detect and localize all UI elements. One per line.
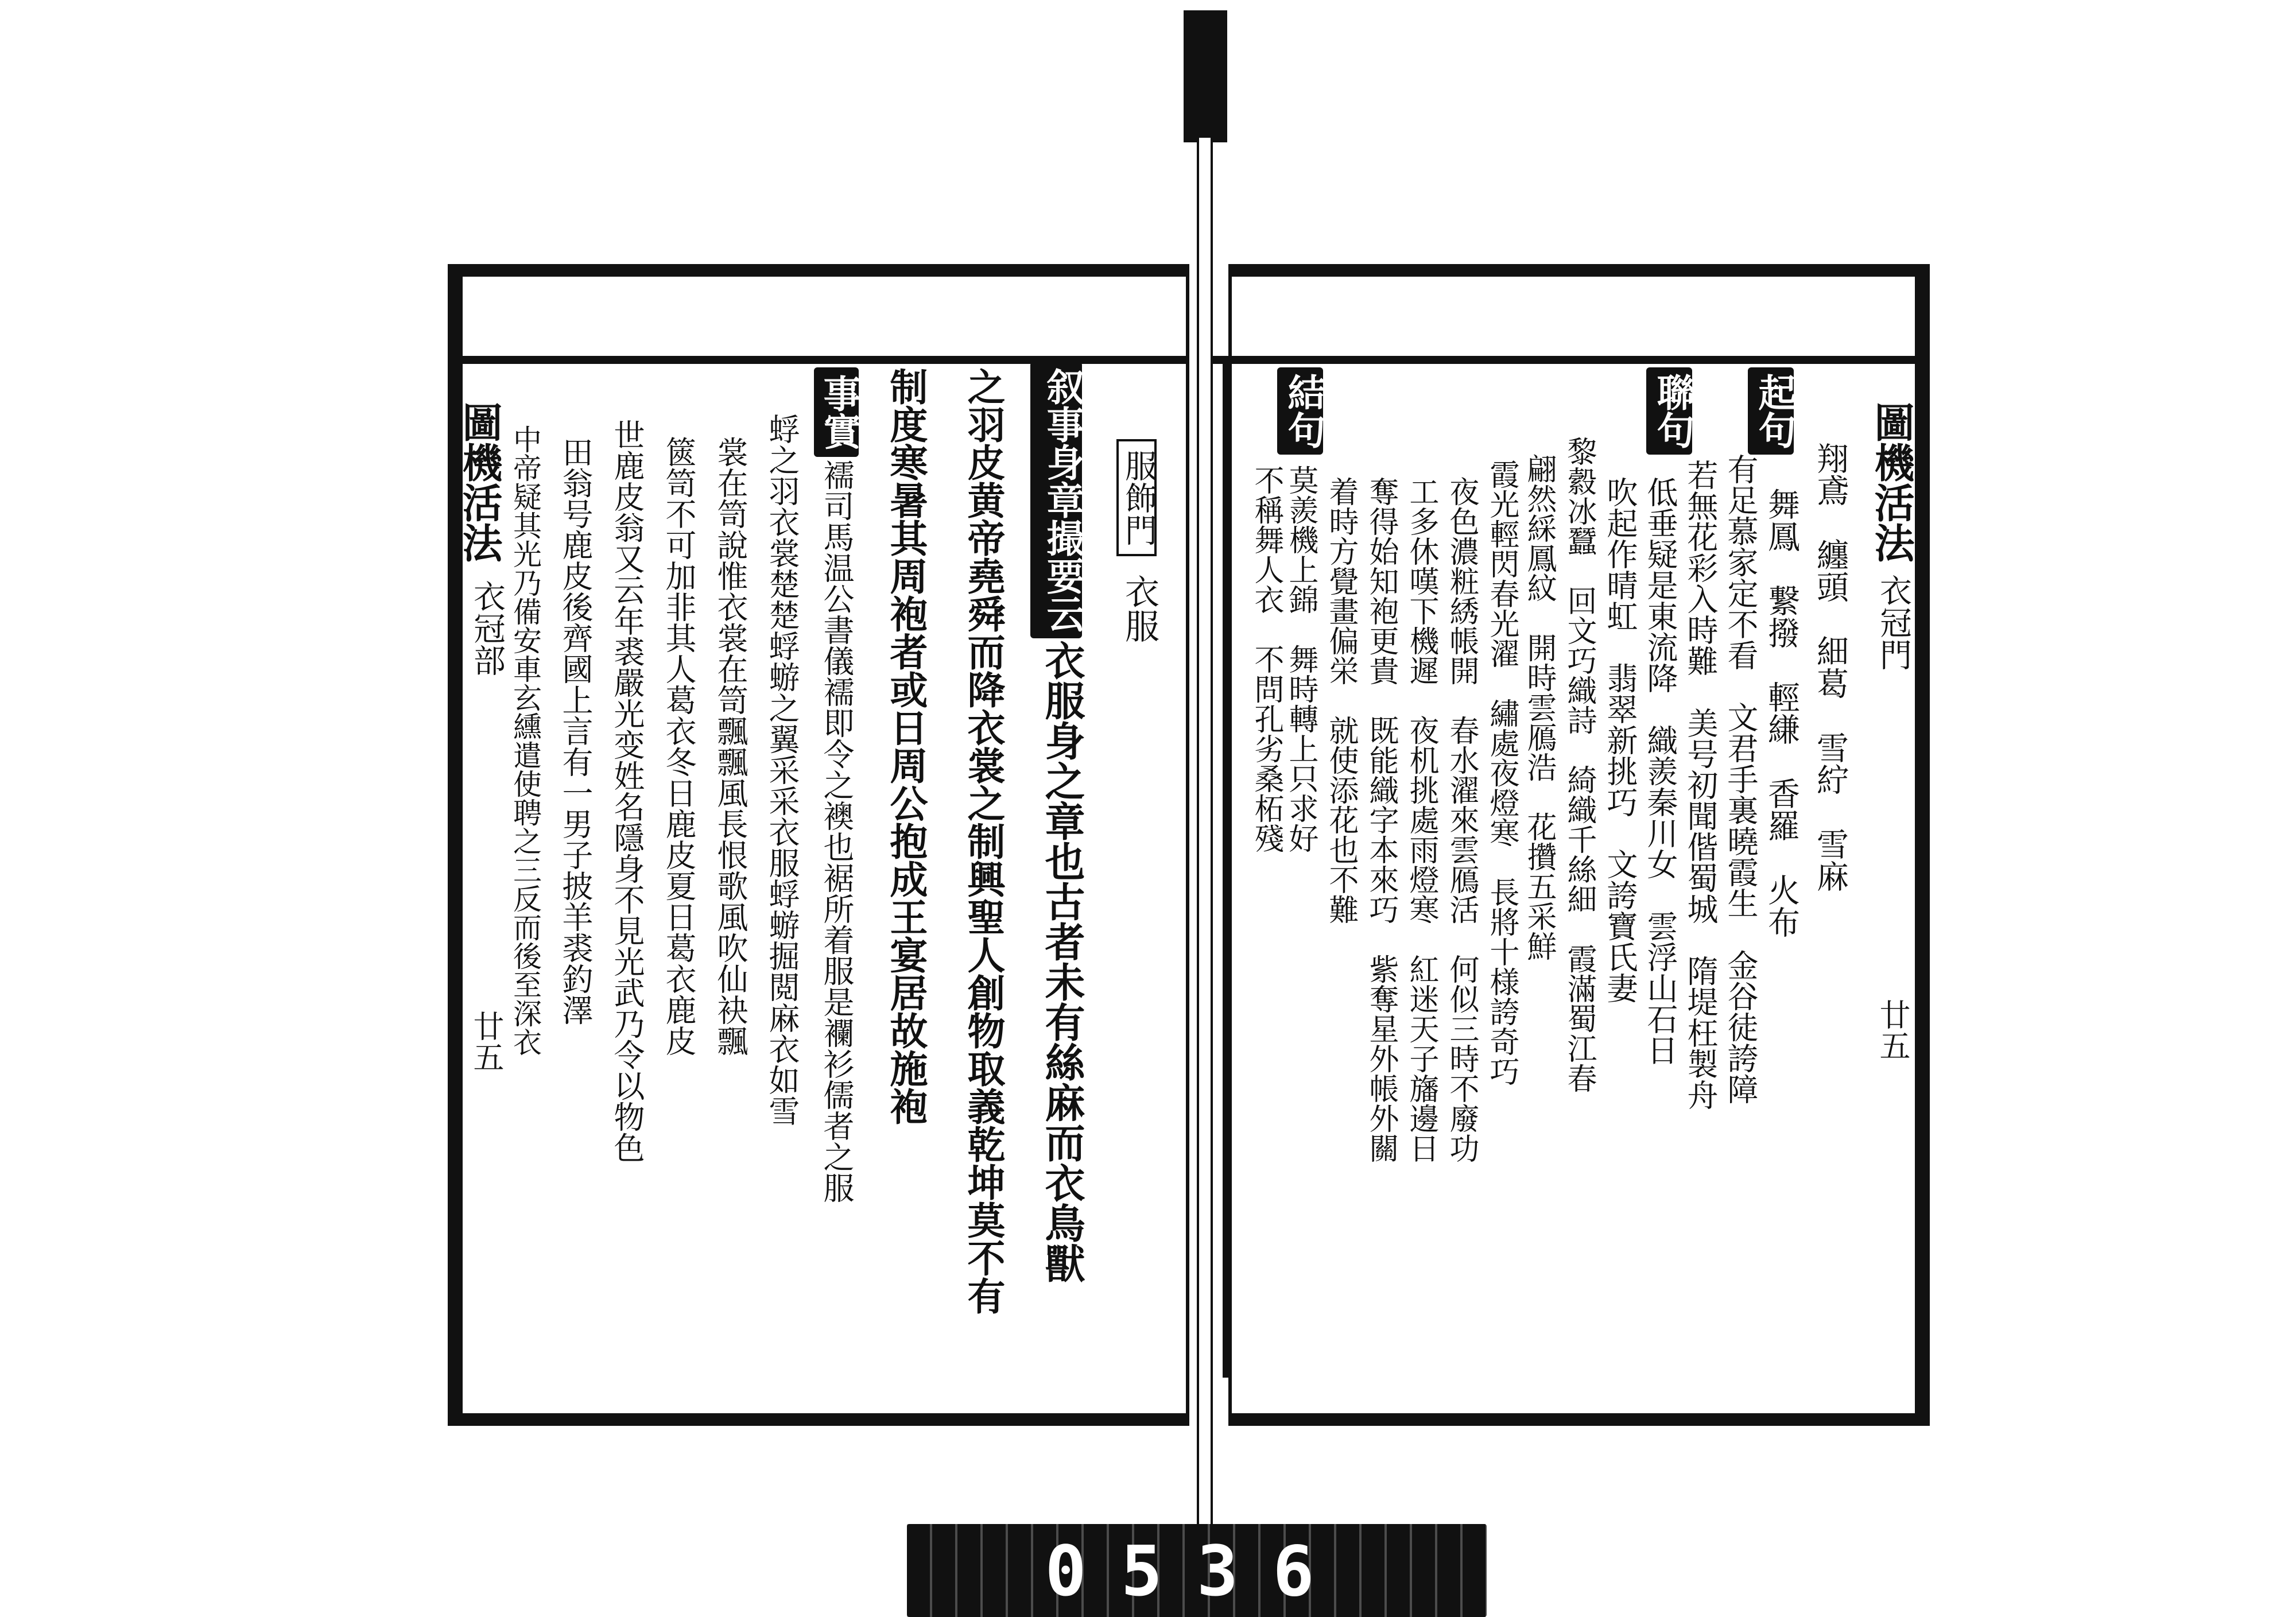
left-col-5: 蜉之羽衣裳楚楚蜉蝣之翼采采衣服蜉蝣掘閲麻衣如雪 [764, 413, 800, 1126]
right-col-5: 低垂疑是東流降 織羨秦川女 雲浮山石日 [1642, 476, 1678, 1065]
right-col-10: 夜色濃粧綉帳開 春水濯來雲鴈活 何似三時不廢功 [1444, 476, 1479, 1163]
left-col-10: 中帝疑其光乃備安車玄纁遣使聘之三反而後至深衣 [509, 425, 542, 1056]
xushi-tag: 叙事身章撮要云 [1030, 362, 1082, 638]
right-col-9: 霞光輕閃春光濯 繡處夜燈寒 長將十様誇奇巧 [1484, 459, 1519, 1086]
spine-top-tab [1184, 10, 1227, 142]
spine-thread [1197, 138, 1213, 1527]
right-col-3: 有足慕家定不看 文君手裏曉霞生 金谷徒誇障 [1723, 453, 1759, 1104]
lianju-tag: 聯句 [1646, 367, 1692, 455]
left-col-4: 襦司馬温公書儀襦即令之襖也裾所着服是襴衫儒者之服 [819, 459, 855, 1203]
right-col-15: 不稱舞人衣 不問孔劣桑柘殘 [1249, 465, 1283, 853]
left-col-1: 衣服身之章也古者未有絲麻而衣鳥獸 [1038, 640, 1086, 1283]
right-col-7: 黎縠冰蠶 回文巧織詩 綺織千絲細 霞滿蜀江春 [1562, 436, 1596, 1093]
section-subtitle: 衣服 [1119, 574, 1159, 643]
right-col-2: 舞鳳 繋撥 輕縑 香羅 火布 [1763, 488, 1800, 938]
section-box: 服飾門 [1116, 439, 1157, 556]
right-col-12: 奪得始知袍更貴 既能織字本來巧 紫奪星外帳外關 [1364, 476, 1398, 1163]
right-margin-page: 廿五 [1875, 999, 1911, 1061]
right-col-1: 翔鳶 纏頭 細葛 雪紵 雪麻 [1812, 442, 1849, 892]
left-col-3: 制度寒暑其周袍者或日周公抱成王宴居故施袍 [883, 367, 928, 1125]
left-col-9: 田翁号鹿皮後齊國上言有一男子披羊裘釣澤 [557, 436, 594, 1025]
left-col-6: 裳在笥說惟衣裳在笥飄飄風長恨歌風吹仙袂飄 [712, 436, 748, 1056]
qiju-tag: 起句 [1748, 367, 1794, 455]
jieju-tag: 結句 [1277, 367, 1323, 455]
left-col-7: 篋笥不可加非其人葛衣冬日鹿皮夏日葛衣鹿皮 [661, 436, 697, 1056]
shishi-tag: 事實 [814, 367, 859, 457]
left-margin-section: 衣冠部 [468, 580, 506, 676]
stamp-number: 0536 [1045, 1532, 1349, 1612]
right-col-4: 若無花彩入時難 美号初聞偕蜀城 隋堤枉製舟 [1682, 459, 1719, 1110]
right-margin-title: 圖機活法 [1868, 402, 1915, 563]
left-col-8: 世鹿皮翁又云年裘嚴光变姓名隱身不見光武乃令以物色 [609, 419, 645, 1163]
right-col-8: 翩然綵鳳紋 開時雲鴈浩 花攢五采鮮 [1522, 453, 1556, 961]
left-margin-page: 廿五 [468, 1010, 505, 1072]
left-col-2: 之羽皮黄帝堯舜而降衣裳之制興聖人創物取義乾坤莫不有 [961, 367, 1006, 1314]
right-col-14: 莫羨機上錦 舞時轉上只求好 [1283, 465, 1318, 853]
right-col-11: 工多休嘆下機遲 夜机挑處雨燈寒 紅迷天子旛邊日 [1404, 476, 1438, 1163]
archive-stamp [907, 1524, 1487, 1617]
right-margin-section: 衣冠門 [1875, 574, 1912, 670]
right-page-top-rule [1211, 356, 1929, 364]
right-col-13: 着時方覺畫偏栄 就使添花也不難 [1324, 476, 1358, 924]
right-col-6: 吹起作晴虹 翡翠新挑巧 文誇寶氏妻 [1602, 476, 1638, 1003]
left-margin-title: 圖機活法 [456, 402, 503, 563]
